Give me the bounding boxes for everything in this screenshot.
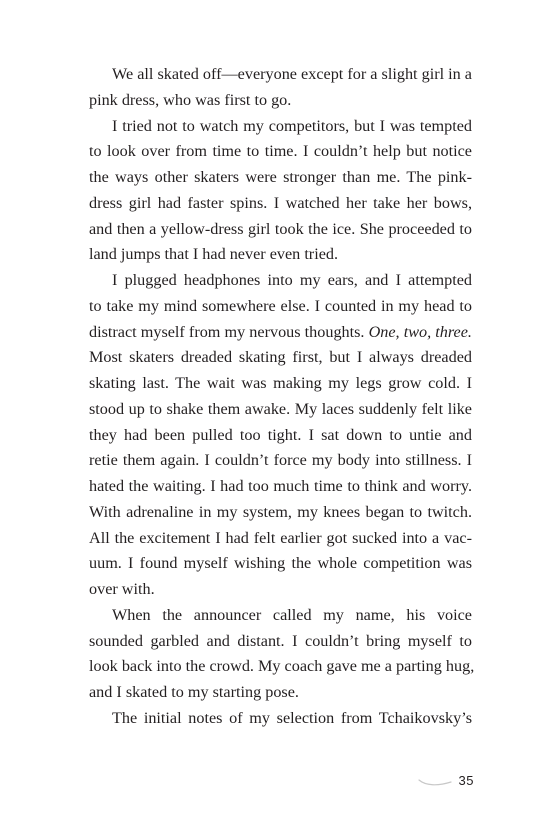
page-footer <box>418 770 474 794</box>
text-line: uum. I found myself wishing the whole competition was <box>89 554 472 573</box>
text-line: to look over from time to time. I couldn’t help but notice <box>89 142 472 161</box>
text-line: hated the waiting. I had too much time to think and worry. <box>89 477 472 495</box>
text-line: sounded garbled and distant. I couldn’t bring myself to <box>89 631 472 650</box>
text-line: I plugged headphones into my ears, and I attempted <box>112 271 472 289</box>
text-line: and I skated to my starting pose. <box>89 683 299 701</box>
paragraph <box>89 62 472 114</box>
text-line: With adrenaline in my system, my knees began to twitch. <box>89 502 472 521</box>
text-line: stood up to shake them awake. My laces suddenly felt like <box>89 399 472 418</box>
text-line: to take my mind somewhere else. I counted in my head to <box>89 296 472 315</box>
paragraph <box>89 268 472 603</box>
text-run: distract myself from my nervous thoughts. <box>89 322 369 341</box>
text-line: the ways other skaters were stronger than me. The pink- <box>89 168 472 186</box>
paragraph <box>89 706 472 732</box>
page-number: 35 <box>458 773 474 788</box>
text-line: All the excitement I had felt earlier got sucked into a vac- <box>89 528 472 547</box>
text-line: skating last. The wait was making my legs grow cold. I <box>89 374 472 392</box>
body-text <box>89 62 475 732</box>
text-line: Most skaters dreaded skating first, but I always dreaded <box>89 348 472 367</box>
text-line <box>89 320 472 346</box>
swoosh-ornament-icon <box>418 776 452 788</box>
text-line: they had been pulled too tight. I sat down to untie and <box>89 425 472 444</box>
text-line: dress girl had faster spins. I watched her take her bows, <box>89 193 472 212</box>
text-line: We all skated off—everyone except for a slight girl in a <box>112 65 472 83</box>
text-line: The initial notes of my selection from Tchaikovsky’s <box>112 708 472 727</box>
paragraph <box>89 114 472 269</box>
text-line: pink dress, who was first to go. <box>89 90 292 109</box>
text-line: retie them again. I couldn’t force my body into stillness. I <box>89 451 472 470</box>
text-line: and then a yellow-dress girl took the ice. She proceeded to <box>89 219 472 238</box>
text-line: When the announcer called my name, his voice <box>112 605 472 624</box>
text-line: over with. <box>89 580 155 598</box>
italic-text-run: One, two, three. <box>368 322 472 341</box>
text-line: I tried not to watch my competitors, but I was tempted <box>112 116 472 135</box>
paragraph <box>89 603 475 706</box>
text-line: look back into the crowd. My coach gave me a parting hug, <box>89 657 475 676</box>
text-line: land jumps that I had never even tried. <box>89 245 339 264</box>
